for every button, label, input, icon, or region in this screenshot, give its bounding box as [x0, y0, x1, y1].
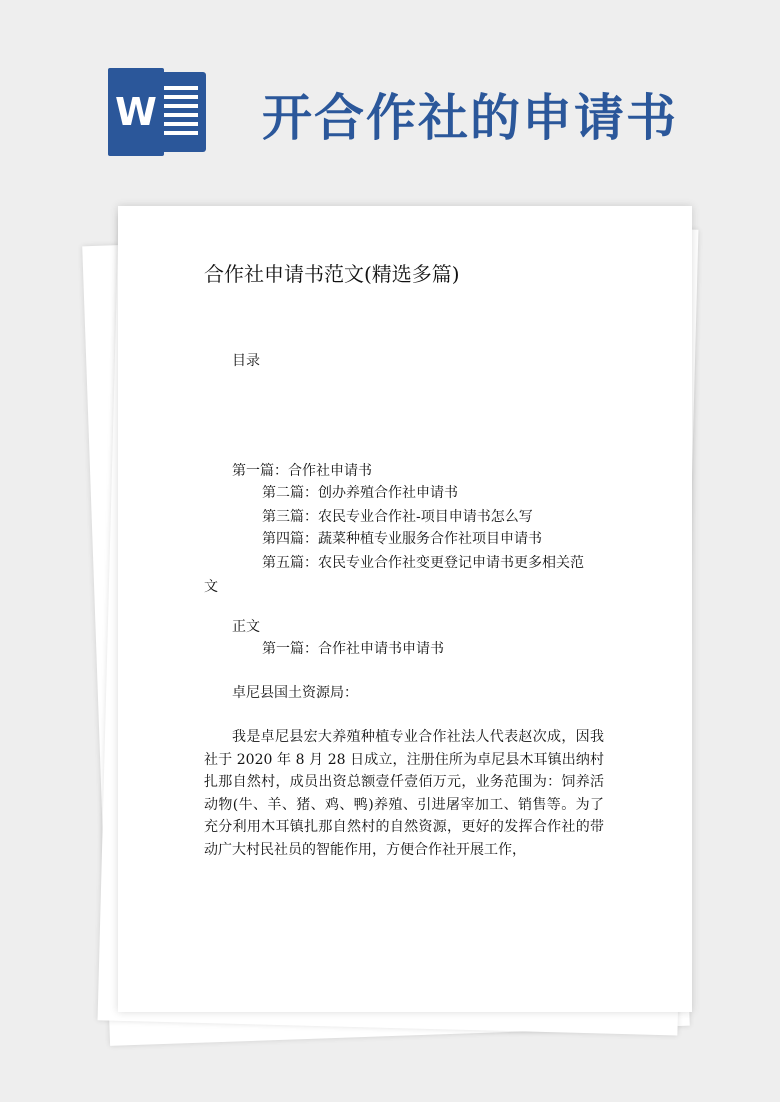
addressee: 卓尼县国土资源局： — [232, 685, 358, 701]
body-paragraph: 我是卓尼县宏大养殖种植专业合作社法人代表赵次成，因我社于 2020 年 8 月 28 日成立，注册住所为卓尼县木耳镇出纳村扎那自然村，成员出资总额壹仟壹佰万元，业务范围为：饲养活动物(牛、羊、猪、鸡、鸭)养殖、引进屠宰加工、销售等。为了充分利用木耳镇扎那自然村的自然资源，更好的发挥合作社的带动广大村民社员的智能作用，方便合作社开展工作， — [204, 729, 604, 858]
toc-item: 第一篇：合作社申请书 — [232, 463, 372, 479]
document-title: 合作社申请书范文(精选多篇) — [204, 262, 460, 286]
toc-item: 第三篇：农民专业合作社-项目申请书怎么写 — [262, 509, 533, 525]
body-subheading: 第一篇：合作社申请书申请书 — [262, 641, 444, 657]
toc-item-wrap: 文 — [204, 579, 218, 595]
banner-title: 开合作社的申请书 — [262, 89, 678, 147]
toc-item: 第二篇：创办养殖合作社申请书 — [262, 485, 458, 501]
toc-item: 第四篇：蔬菜种植专业服务合作社项目申请书 — [262, 531, 542, 547]
toc-heading: 目录 — [232, 353, 260, 369]
word-icon-lines — [160, 86, 198, 140]
banner-header — [0, 0, 780, 190]
word-icon-letter: W — [108, 68, 164, 156]
toc-item: 第五篇：农民专业合作社变更登记申请书更多相关范 — [262, 555, 584, 571]
document-page — [118, 206, 692, 1012]
word-app-icon — [108, 68, 208, 156]
body-heading: 正文 — [232, 619, 260, 635]
